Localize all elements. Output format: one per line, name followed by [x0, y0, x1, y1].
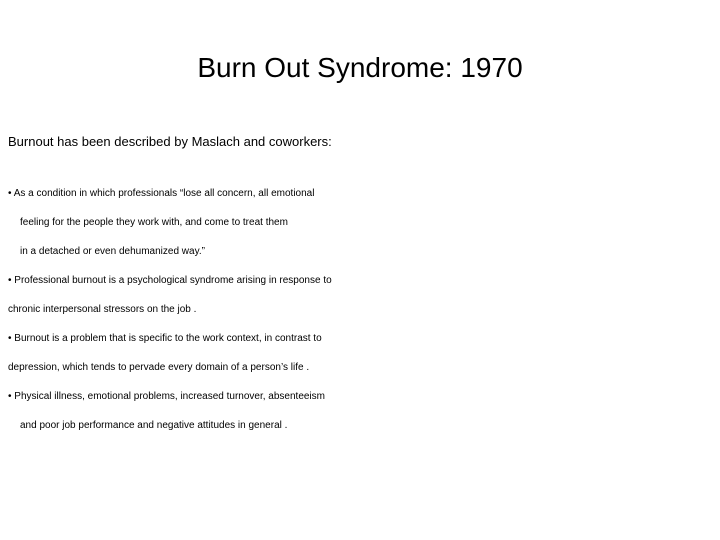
bullet-line: • Burnout is a problem that is specific to the work context, in contrast to [8, 333, 322, 344]
bullet-line: depression, which tends to pervade every domain of a person’s life . [8, 362, 310, 373]
bullet-line: • Professional burnout is a psychological syndrome arising in response to [8, 275, 332, 286]
bullet-line: feeling for the people they work with, and come to treat them [20, 217, 288, 228]
bullet-line: • Physical illness, emotional problems, increased turnover, absenteeism [8, 391, 325, 402]
bullet-line: chronic interpersonal stressors on the job . [8, 304, 197, 315]
bullet-list [8, 179, 714, 440]
slide-title: Burn Out Syndrome: 1970 [197, 52, 523, 83]
bullet-line: • As a condition in which professionals “lose all concern, all emotional [8, 188, 315, 199]
intro-text: Burnout has been described by Maslach and coworkers: [8, 134, 332, 149]
bullet-line: in a detached or even dehumanized way.” [20, 246, 205, 257]
bullet-line: and poor job performance and negative attitudes in general . [20, 420, 288, 431]
